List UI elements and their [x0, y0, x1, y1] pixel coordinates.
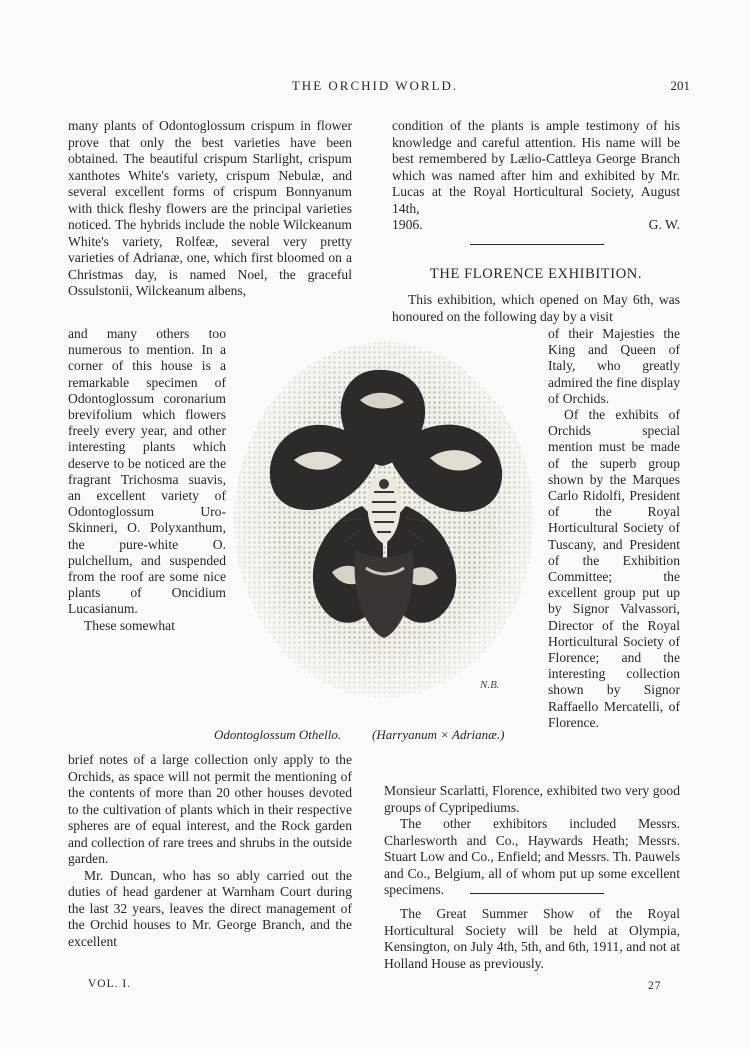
left-para-3-text: Mr. Duncan, who has so ably carried out the duties of head gardener at Warnham Court during the last 32 years, leaves the direct management of the Orchid houses to Mr. George Branch, and the excellent [68, 867, 352, 949]
volume-label: VOL. I. [88, 978, 132, 990]
right-column-wrap-around-figure [548, 326, 680, 731]
signature-line [392, 217, 680, 234]
author-signature: G. W. [648, 217, 680, 232]
right-column-para-2 [392, 292, 680, 325]
right-para-5-text: The Great Summer Show of the Royal Horticultural Society will be held at Olympia, Kensington, on July 4th, 5th, and 6th, 1911, and not at Holland House as previously. [384, 906, 680, 971]
right-para-1-text: condition of the plants is ample testimony of his knowledge and careful attention. His name will be best remembered by Lælio-Cattleya George Branch which was named after him and exhibited by Mr. Lucas at the Royal Horticultural Society, August 14th, [392, 118, 680, 216]
signature-mark: 27 [648, 980, 662, 992]
orchid-illustration [232, 330, 546, 708]
left-para-2-text: brief notes of a large collection only apply to the Orchids, as space will not permit the mentioning of the contents of more than 20 other houses devoted to the cultivation of plants which in their respective spheres are of equal interest, and the Rock garden and collection of rare trees and shrubs in the outside garden. [68, 752, 352, 866]
right-column-notice [384, 906, 680, 972]
right-para-2-continued: of their Majesties the King and Queen of Italy, who greatly admired the fine display of Orchids. [548, 326, 680, 406]
right-column-top [392, 118, 680, 234]
page-number: 201 [670, 78, 690, 93]
left-para-1-continued: and many others too numerous to mention. In a corner of this house is a remarkable specimen of Odontoglossum coronarium brevifolium which flowers freely every year, and other interesting plants which deserve to be noticed are the fragrant Trichosma suavis, an excellent variety of Odontoglossum Uro-Skinneri, O. Polyxanthum, the pure-white O. pulchellum, and suspended from the roof are some nice plants of Oncidium Lucasianum. [68, 326, 226, 617]
left-para-2-start: These somewhat [84, 617, 175, 633]
section-divider [470, 244, 604, 245]
journal-title: THE ORCHID WORLD. [291, 78, 459, 93]
right-para-3-continued: Monsieur Scarlatti, Florence, exhibited two very good groups of Cypripediums. [384, 783, 680, 815]
section-divider-2 [470, 893, 604, 894]
left-column-wrap-around-figure [68, 326, 226, 634]
right-column-bottom [384, 783, 680, 899]
figure-caption-title: Odontoglossum Othello. [214, 727, 342, 742]
left-column-para-1 [68, 118, 352, 300]
figure-caption-parentage: (Harryanum × Adrianæ.) [372, 727, 505, 742]
right-para-2-text: This exhibition, which opened on May 6th, was honoured on the following day by a visit [392, 292, 680, 324]
right-para-1-date: 1906. [392, 217, 423, 232]
section-heading: THE FLORENCE EXHIBITION. [429, 266, 643, 282]
left-para-1-text: many plants of Odontoglossum crispum in flower prove that only the best varieties have been obtained. The beautiful crispum Starlight, crispum xanthotes White's variety, crispum Nebulæ, and several excellent forms of crispum Bonnyanum with thick fleshy flowers are the principal varieties noticed. The hybrids include the noble Wilckeanum White's variety, Rolfeæ, several very pretty varieties of Adrianæ, one, which first bloomed on a Christmas day, is named Noel, the graceful Ossulstonii, Wilckeanum albens, [68, 118, 352, 298]
running-header [60, 78, 690, 98]
left-column-bottom [68, 752, 352, 950]
right-para-4-text: The other exhibitors included Messrs. Charlesworth and Co., Haywards Heath; Messrs. Stuart Low and Co., Enfield; and Messrs. Th. Pauwels and Co., Belgium, all of whom put up some excellent specimens. [384, 816, 680, 897]
artist-initials: N.B. [480, 679, 500, 691]
right-para-3-text: Of the exhibits of Orchids special mention must be made of the superb group shown by the Marques Carlo Ridolfi, President of the Royal Horticultural Society of Tuscany, and President of the Exhibition Committee; the excellent group put up by Signor Valvassori, Director of the Royal Horticultural Society of Florence; and the interesting collection shown by Signor Raffaello Mercatelli, of Florence. [548, 407, 680, 730]
